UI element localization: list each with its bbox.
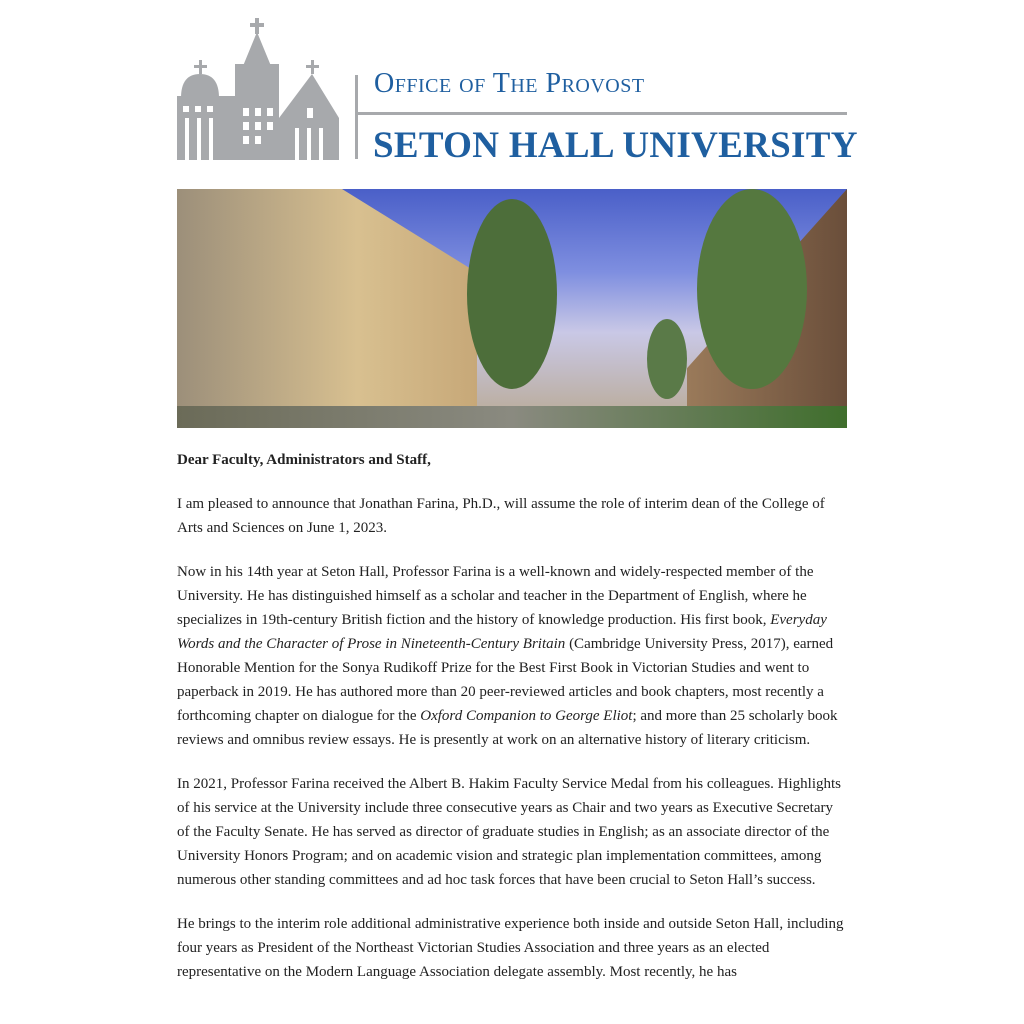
building-left: [177, 189, 477, 428]
paragraph-1: I am pleased to announce that Jonathan Farina, Ph.D., will assume the role of interim dean of the College of Arts and Sciences on June 1, 2023.: [177, 496, 825, 536]
letter-text: [177, 448, 849, 1004]
paragraph-3: In 2021, Professor Farina received the Albert B. Hakim Faculty Service Medal from his colleagues. Highlights of his service at the University include three consecutive years as Chair and two years as Executive Secretary of the Faculty Senate. He has served as director of graduate studies in English; as an associate director of the University Honors Program; and on academic vision and strategic plan implementation committees, among numerous other standing committees and ad hoc task forces that have been crucial to Seton Hall’s success.: [177, 776, 842, 888]
walkway: [177, 406, 847, 428]
paragraph-2: [177, 560, 849, 752]
book-title: Everyday Words and the Character of Prose in Nineteenth-Century Britain: [177, 612, 827, 652]
p2-text-c: ; and more than 25 scholarly book reviews and omnibus review essays. He is presently at work on an alternative history of literary criticism.: [177, 708, 838, 748]
chapel-logo-icon: [177, 18, 339, 160]
tree: [467, 199, 557, 389]
tree: [697, 189, 807, 389]
provost-logo: [177, 0, 858, 170]
campus-photo: [177, 189, 847, 428]
university-name: SETON HALL UNIVERSITY: [373, 125, 858, 166]
greeting: Dear Faculty, Administrators and Staff,: [177, 452, 431, 468]
paragraph-4: He brings to the interim role additional administrative experience both inside and outside Seton Hall, including four years as President of the Northeast Victorian Studies Association and three years as an elected representative on the Modern Language Association delegate assembly. Most recently, he has: [177, 916, 844, 980]
logo-divider-vertical: [355, 75, 358, 159]
companion-title: Oxford Companion to George Eliot: [420, 708, 633, 724]
office-title: Office of The Provost: [374, 68, 645, 99]
p2-text-b: (Cambridge University Press, 2017), earned Honorable Mention for the Sonya Rudikoff Prize for the Best First Book in Victorian Studies and went to paperback in 2019. He has authored more than 20 peer-reviewed articles and book chapters, most recently a forthcoming chapter on dialogue for the: [177, 636, 834, 724]
email-body: [177, 0, 858, 980]
logo-divider-horizontal: [358, 112, 847, 115]
p2-text-a: Now in his 14th year at Seton Hall, Professor Farina is a well-known and widely-respected member of the University. He has distinguished himself as a scholar and teacher in the Department of English, where he specializes in 19th-century British fiction and the history of knowledge production. His first book,: [177, 564, 814, 628]
tree: [647, 319, 687, 399]
